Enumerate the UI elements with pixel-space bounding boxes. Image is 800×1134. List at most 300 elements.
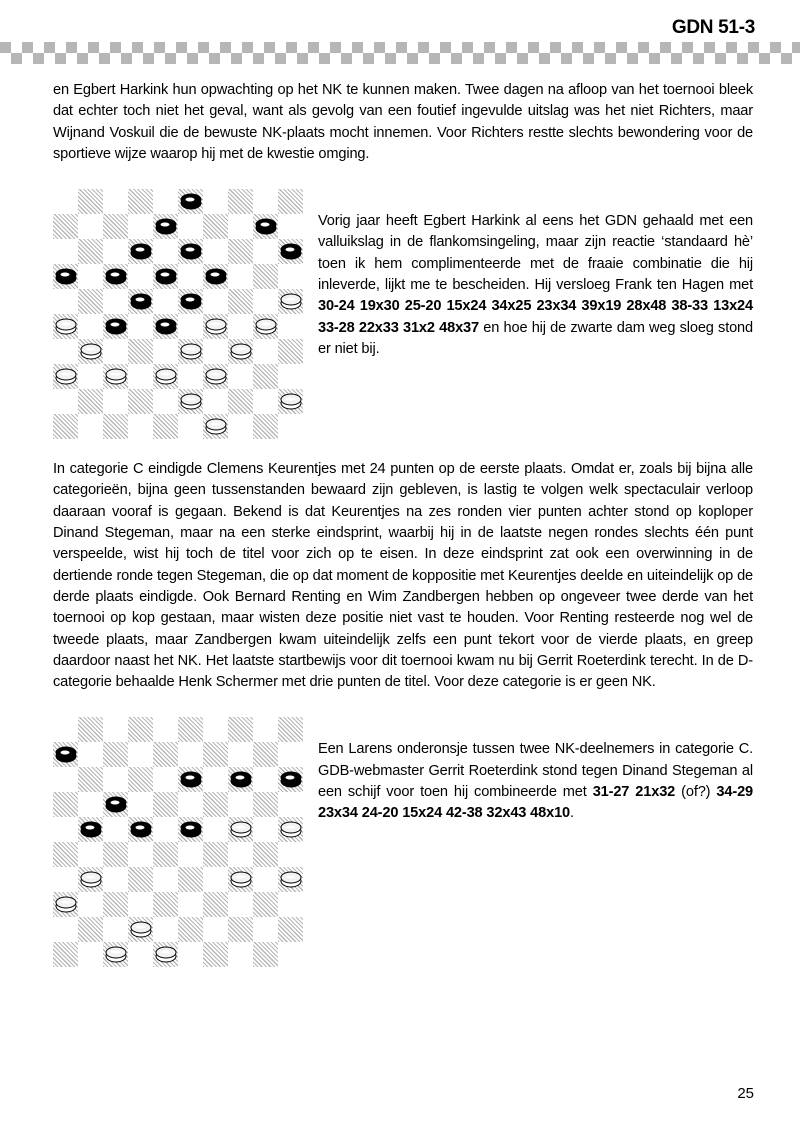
board-square-r2c4[interactable] — [128, 742, 153, 767]
board-square-r6c9[interactable] — [253, 314, 278, 339]
white-piece[interactable] — [280, 821, 301, 838]
caption2-moves1: 31-27 21x32 — [592, 784, 676, 801]
board-square-r2c2[interactable] — [78, 742, 103, 767]
board-square-r10c3[interactable] — [103, 414, 128, 439]
black-piece[interactable] — [180, 243, 201, 260]
page-header — [0, 0, 800, 60]
board-square-r7c3[interactable] — [103, 339, 128, 364]
board-square-r3c7[interactable] — [203, 239, 228, 264]
board-square-r1c8[interactable] — [228, 189, 253, 214]
board-square-r6c10[interactable] — [278, 314, 303, 339]
black-piece[interactable] — [230, 771, 251, 788]
board-square-r6c7[interactable] — [203, 314, 228, 339]
board-square-r7c1[interactable] — [53, 339, 78, 364]
board-square-r1c7[interactable] — [203, 189, 228, 214]
black-piece[interactable] — [130, 243, 151, 260]
spacer — [53, 165, 753, 189]
board-square-r9c7[interactable] — [203, 917, 228, 942]
board-square-r8c7[interactable] — [203, 364, 228, 389]
board-square-r5c10[interactable] — [278, 289, 303, 314]
board-square-r4c6[interactable] — [178, 792, 203, 817]
board-square-r10c7[interactable] — [203, 942, 228, 967]
black-piece[interactable] — [255, 218, 276, 235]
board-square-r3c3[interactable] — [103, 767, 128, 792]
figure-block-1 — [53, 189, 753, 439]
board-square-r8c10[interactable] — [278, 892, 303, 917]
piece-top — [280, 243, 301, 255]
board-square-r5c9[interactable] — [253, 289, 278, 314]
board-square-r9c6[interactable] — [178, 389, 203, 414]
board-square-r10c10[interactable] — [278, 942, 303, 967]
white-piece[interactable] — [180, 343, 201, 360]
board-square-r8c10[interactable] — [278, 364, 303, 389]
board-square-r3c6[interactable] — [178, 239, 203, 264]
spacer — [53, 693, 753, 717]
board-square-r8c9[interactable] — [253, 892, 278, 917]
board-square-r8c6[interactable] — [178, 892, 203, 917]
board-square-r5c3[interactable] — [103, 289, 128, 314]
board-square-r10c5[interactable] — [153, 414, 178, 439]
white-piece[interactable] — [155, 946, 176, 963]
board-square-r6c1[interactable] — [53, 842, 78, 867]
board-square-r3c4[interactable] — [128, 239, 153, 264]
piece-top — [230, 821, 251, 833]
board-square-r4c9[interactable] — [253, 792, 278, 817]
board-square-r9c1[interactable] — [53, 917, 78, 942]
white-piece[interactable] — [55, 318, 76, 335]
board-square-r9c8[interactable] — [228, 389, 253, 414]
board-square-r9c5[interactable] — [153, 389, 178, 414]
board-square-r4c5[interactable] — [153, 792, 178, 817]
board-square-r9c1[interactable] — [53, 389, 78, 414]
board-square-r2c2[interactable] — [78, 214, 103, 239]
board-square-r8c2[interactable] — [78, 892, 103, 917]
board-square-r3c1[interactable] — [53, 767, 78, 792]
black-piece[interactable] — [105, 318, 126, 335]
board-square-r5c7[interactable] — [203, 289, 228, 314]
board-square-r2c1[interactable] — [53, 742, 78, 767]
white-piece[interactable] — [130, 921, 151, 938]
board-square-r6c2[interactable] — [78, 314, 103, 339]
board-square-r2c8[interactable] — [228, 214, 253, 239]
board-square-r9c4[interactable] — [128, 389, 153, 414]
black-piece[interactable] — [180, 193, 201, 210]
board-square-r7c6[interactable] — [178, 867, 203, 892]
board-square-r1c6[interactable] — [178, 717, 203, 742]
board-square-r10c6[interactable] — [178, 942, 203, 967]
board-square-r4c1[interactable] — [53, 792, 78, 817]
board-square-r9c9[interactable] — [253, 389, 278, 414]
board-square-r7c9[interactable] — [253, 867, 278, 892]
board-square-r2c7[interactable] — [203, 214, 228, 239]
board-square-r8c3[interactable] — [103, 892, 128, 917]
board-square-r3c10[interactable] — [278, 767, 303, 792]
white-piece[interactable] — [80, 343, 101, 360]
board-square-r2c6[interactable] — [178, 742, 203, 767]
board-square-r5c4[interactable] — [128, 817, 153, 842]
black-piece[interactable] — [130, 293, 151, 310]
board-square-r8c2[interactable] — [78, 364, 103, 389]
caption1-part2: en hoe hij de zwarte dam weg sloeg stond er niet bij. — [318, 319, 753, 357]
board-square-r2c9[interactable] — [253, 214, 278, 239]
board-square-r5c1[interactable] — [53, 289, 78, 314]
spacer — [53, 439, 753, 459]
piece-top — [280, 821, 301, 833]
board-square-r3c6[interactable] — [178, 767, 203, 792]
white-piece[interactable] — [205, 318, 226, 335]
board-square-r2c1[interactable] — [53, 214, 78, 239]
board-square-r7c10[interactable] — [278, 339, 303, 364]
piece-top — [155, 218, 176, 230]
board-square-r6c8[interactable] — [228, 842, 253, 867]
black-piece[interactable] — [105, 268, 126, 285]
board-square-r8c5[interactable] — [153, 892, 178, 917]
black-piece[interactable] — [280, 243, 301, 260]
piece-top — [80, 871, 101, 883]
board-square-r2c8[interactable] — [228, 742, 253, 767]
white-piece[interactable] — [205, 368, 226, 385]
board-square-r9c9[interactable] — [253, 917, 278, 942]
piece-top — [130, 243, 151, 255]
board-square-r10c1[interactable] — [53, 414, 78, 439]
black-piece[interactable] — [180, 771, 201, 788]
board-square-r1c4[interactable] — [128, 189, 153, 214]
board-square-r4c10[interactable] — [278, 264, 303, 289]
board-square-r3c5[interactable] — [153, 767, 178, 792]
board-square-r4c8[interactable] — [228, 264, 253, 289]
board-square-r9c3[interactable] — [103, 917, 128, 942]
board-square-r9c7[interactable] — [203, 389, 228, 414]
piece-top — [180, 293, 201, 305]
board-square-r10c1[interactable] — [53, 942, 78, 967]
board-wrap-2 — [53, 717, 303, 967]
board-square-r3c4[interactable] — [128, 767, 153, 792]
board-square-r9c10[interactable] — [278, 389, 303, 414]
board-square-r2c4[interactable] — [128, 214, 153, 239]
board-square-r10c7[interactable] — [203, 414, 228, 439]
white-piece[interactable] — [180, 393, 201, 410]
board-square-r5c7[interactable] — [203, 817, 228, 842]
piece-top — [130, 293, 151, 305]
board-wrap-1 — [53, 189, 303, 439]
black-piece[interactable] — [55, 268, 76, 285]
piece-top — [180, 343, 201, 355]
board-square-r8c8[interactable] — [228, 364, 253, 389]
board-square-r4c1[interactable] — [53, 264, 78, 289]
board-square-r1c2[interactable] — [78, 189, 103, 214]
board-square-r6c5[interactable] — [153, 314, 178, 339]
board-square-r1c5[interactable] — [153, 717, 178, 742]
board-square-r2c5[interactable] — [153, 214, 178, 239]
board-square-r8c4[interactable] — [128, 892, 153, 917]
board-square-r2c7[interactable] — [203, 742, 228, 767]
board-square-r2c3[interactable] — [103, 214, 128, 239]
white-piece[interactable] — [280, 393, 301, 410]
board-square-r7c9[interactable] — [253, 339, 278, 364]
white-piece[interactable] — [280, 293, 301, 310]
board-square-r8c8[interactable] — [228, 892, 253, 917]
piece-top — [155, 946, 176, 958]
board-square-r7c3[interactable] — [103, 867, 128, 892]
board-square-r7c5[interactable] — [153, 867, 178, 892]
piece-top — [130, 921, 151, 933]
white-piece[interactable] — [230, 343, 251, 360]
piece-top — [230, 771, 251, 783]
piece-top — [230, 871, 251, 883]
piece-top — [55, 896, 76, 908]
board-square-r9c8[interactable] — [228, 917, 253, 942]
board-square-r3c10[interactable] — [278, 239, 303, 264]
black-piece[interactable] — [80, 821, 101, 838]
board-square-r3c7[interactable] — [203, 767, 228, 792]
board-square-r7c4[interactable] — [128, 339, 153, 364]
board-square-r2c10[interactable] — [278, 742, 303, 767]
board-square-r2c6[interactable] — [178, 214, 203, 239]
board-square-r8c1[interactable] — [53, 892, 78, 917]
board-square-r4c8[interactable] — [228, 792, 253, 817]
white-piece[interactable] — [105, 946, 126, 963]
board-square-r6c1[interactable] — [53, 314, 78, 339]
black-piece[interactable] — [205, 268, 226, 285]
board-square-r9c2[interactable] — [78, 917, 103, 942]
board-square-r5c1[interactable] — [53, 817, 78, 842]
piece-top — [205, 268, 226, 280]
black-piece[interactable] — [155, 218, 176, 235]
piece-top — [105, 318, 126, 330]
page-number: 25 — [737, 1085, 754, 1102]
board-square-r6c6[interactable] — [178, 842, 203, 867]
piece-top — [130, 821, 151, 833]
board-square-r8c1[interactable] — [53, 364, 78, 389]
caption2-part2: . — [570, 805, 574, 822]
board-square-r4c3[interactable] — [103, 792, 128, 817]
white-piece[interactable] — [230, 871, 251, 888]
board-square-r10c8[interactable] — [228, 414, 253, 439]
black-piece[interactable] — [280, 771, 301, 788]
board-square-r9c6[interactable] — [178, 917, 203, 942]
black-piece[interactable] — [105, 796, 126, 813]
board-square-r8c6[interactable] — [178, 364, 203, 389]
black-piece[interactable] — [180, 821, 201, 838]
board-square-r2c10[interactable] — [278, 214, 303, 239]
caption2-part1: Een Larens onderonsje tussen twee NK-deelnemers in categorie C. GDB-webmaster Gerrit Roeterdink stond tegen Dinand Stegeman al een schijf voor toen hij combineerde met — [318, 741, 753, 801]
board-square-r1c8[interactable] — [228, 717, 253, 742]
caption2-moves2: 34-29 23x34 24-20 15x24 42-38 32x43 48x10 — [318, 784, 753, 822]
board-square-r6c7[interactable] — [203, 842, 228, 867]
board-square-r10c5[interactable] — [153, 942, 178, 967]
board-square-r10c9[interactable] — [253, 942, 278, 967]
white-piece[interactable] — [280, 871, 301, 888]
draughts-board-1[interactable] — [53, 189, 303, 439]
board-square-r7c7[interactable] — [203, 867, 228, 892]
board-square-r6c5[interactable] — [153, 842, 178, 867]
board-square-r9c4[interactable] — [128, 917, 153, 942]
board-square-r1c10[interactable] — [278, 189, 303, 214]
board-square-r10c9[interactable] — [253, 414, 278, 439]
middle-paragraph: In categorie C eindigde Clemens Keurentjes met 24 punten op de eerste plaats. Omdat er, zoals bij bijna alle categorieën, bijna geen tussenstanden bewaard zijn gebleven, is lastig te volgen welk spectaculair verloop daaraan vooraf is gegaan. Bekend is dat Keurentjes na zes ronden vier punten achter stond op koploper Dinand Stegeman, maar na een sterke eindsprint, waarbij hij in de laatste negen rondes slechts één punt verspeelde, wist hij toch de titel voor zich op te eisen. In deze eindsprint zat ook een overwinning in de dertiende ronde tegen Stegeman, die op dat moment de koppositie met Keurentjes deelde en uiteindelijk op de derde plaats eindigde. Ook Bernard Renting en Wim Zandbergen hebben op ongeveer twee derde van het toernooi op kop gestaan, maar wisten deze positie niet vast te houden. Voor Renting resteerde nog wel de tweede plaats, maar Zandbergen kwam uiteindelijk zelfs een punt tekort voor de vierde plaats, en greep daardoor naast het NK. Het laatste startbewijs voor dit toernooi kwam nu bij Gerrit Roeterdink terecht. In de D-categorie behaalde Henk Schermer met drie punten de titel. Voor deze categorie is er geen NK. — [53, 461, 753, 691]
black-piece[interactable] — [55, 746, 76, 763]
board-square-r6c10[interactable] — [278, 842, 303, 867]
board-square-r6c8[interactable] — [228, 314, 253, 339]
board-square-r5c2[interactable] — [78, 817, 103, 842]
white-piece[interactable] — [55, 896, 76, 913]
board-square-r7c10[interactable] — [278, 867, 303, 892]
white-piece[interactable] — [255, 318, 276, 335]
board-square-r3c8[interactable] — [228, 767, 253, 792]
board-square-r1c5[interactable] — [153, 189, 178, 214]
figure-caption-1-text — [318, 211, 753, 360]
white-piece[interactable] — [205, 418, 226, 435]
board-square-r4c7[interactable] — [203, 792, 228, 817]
board-square-r7c2[interactable] — [78, 339, 103, 364]
board-square-r1c9[interactable] — [253, 189, 278, 214]
piece-top — [180, 771, 201, 783]
board-square-r4c2[interactable] — [78, 264, 103, 289]
board-square-r5c2[interactable] — [78, 289, 103, 314]
board-square-r5c5[interactable] — [153, 289, 178, 314]
board-square-r3c5[interactable] — [153, 239, 178, 264]
piece-top — [280, 771, 301, 783]
board-square-r8c7[interactable] — [203, 892, 228, 917]
board-square-r7c8[interactable] — [228, 867, 253, 892]
piece-top — [105, 946, 126, 958]
board-square-r9c10[interactable] — [278, 917, 303, 942]
board-square-r3c2[interactable] — [78, 239, 103, 264]
white-piece[interactable] — [155, 368, 176, 385]
board-square-r2c5[interactable] — [153, 742, 178, 767]
board-square-r10c3[interactable] — [103, 942, 128, 967]
board-square-r8c4[interactable] — [128, 364, 153, 389]
black-piece[interactable] — [130, 821, 151, 838]
board-square-r10c4[interactable] — [128, 414, 153, 439]
board-square-r4c4[interactable] — [128, 792, 153, 817]
board-square-r7c6[interactable] — [178, 339, 203, 364]
board-square-r5c10[interactable] — [278, 817, 303, 842]
board-square-r4c7[interactable] — [203, 264, 228, 289]
board-square-r1c2[interactable] — [78, 717, 103, 742]
board-square-r6c9[interactable] — [253, 842, 278, 867]
piece-top — [205, 318, 226, 330]
piece-top — [255, 218, 276, 230]
board-square-r4c6[interactable] — [178, 264, 203, 289]
board-square-r2c9[interactable] — [253, 742, 278, 767]
board-square-r9c2[interactable] — [78, 389, 103, 414]
caption2-mid: (of?) — [675, 784, 717, 801]
board-square-r5c6[interactable] — [178, 817, 203, 842]
figure-caption-1 — [303, 189, 753, 360]
board-square-r7c8[interactable] — [228, 339, 253, 364]
piece-top — [255, 318, 276, 330]
board-square-r1c10[interactable] — [278, 717, 303, 742]
white-piece[interactable] — [105, 368, 126, 385]
white-piece[interactable] — [80, 871, 101, 888]
draughts-board-2[interactable] — [53, 717, 303, 967]
black-piece[interactable] — [155, 268, 176, 285]
white-piece[interactable] — [230, 821, 251, 838]
board-square-r4c10[interactable] — [278, 792, 303, 817]
piece-top — [80, 821, 101, 833]
board-square-r1c4[interactable] — [128, 717, 153, 742]
board-square-r1c1[interactable] — [53, 717, 78, 742]
board-square-r9c5[interactable] — [153, 917, 178, 942]
board-square-r8c5[interactable] — [153, 364, 178, 389]
board-square-r8c3[interactable] — [103, 364, 128, 389]
board-square-r6c3[interactable] — [103, 842, 128, 867]
board-square-r10c4[interactable] — [128, 942, 153, 967]
board-square-r10c10[interactable] — [278, 414, 303, 439]
board-square-r7c7[interactable] — [203, 339, 228, 364]
board-square-r5c6[interactable] — [178, 289, 203, 314]
board-square-r1c3[interactable] — [103, 717, 128, 742]
board-square-r10c6[interactable] — [178, 414, 203, 439]
board-square-r6c2[interactable] — [78, 842, 103, 867]
board-square-r4c5[interactable] — [153, 264, 178, 289]
board-square-r2c3[interactable] — [103, 742, 128, 767]
board-square-r5c5[interactable] — [153, 817, 178, 842]
board-square-r3c9[interactable] — [253, 767, 278, 792]
board-square-r8c9[interactable] — [253, 364, 278, 389]
board-square-r10c2[interactable] — [78, 414, 103, 439]
board-square-r5c9[interactable] — [253, 817, 278, 842]
piece-top — [80, 343, 101, 355]
board-square-r4c4[interactable] — [128, 264, 153, 289]
board-square-r3c1[interactable] — [53, 239, 78, 264]
board-square-r6c3[interactable] — [103, 314, 128, 339]
board-square-r1c7[interactable] — [203, 717, 228, 742]
figure-caption-2 — [303, 717, 753, 824]
board-square-r10c2[interactable] — [78, 942, 103, 967]
board-square-r1c9[interactable] — [253, 717, 278, 742]
board-square-r3c3[interactable] — [103, 239, 128, 264]
board-square-r4c3[interactable] — [103, 264, 128, 289]
piece-top — [105, 268, 126, 280]
piece-top — [155, 368, 176, 380]
board-square-r7c5[interactable] — [153, 339, 178, 364]
white-piece[interactable] — [55, 368, 76, 385]
board-square-r5c4[interactable] — [128, 289, 153, 314]
board-square-r6c4[interactable] — [128, 314, 153, 339]
board-square-r6c4[interactable] — [128, 842, 153, 867]
black-piece[interactable] — [180, 293, 201, 310]
piece-top — [180, 821, 201, 833]
board-square-r9c3[interactable] — [103, 389, 128, 414]
figure-block-2 — [53, 717, 753, 967]
board-square-r3c2[interactable] — [78, 767, 103, 792]
board-square-r1c1[interactable] — [53, 189, 78, 214]
board-square-r6c6[interactable] — [178, 314, 203, 339]
board-square-r1c6[interactable] — [178, 189, 203, 214]
board-square-r5c3[interactable] — [103, 817, 128, 842]
piece-top — [55, 746, 76, 758]
piece-top — [230, 343, 251, 355]
piece-top — [55, 368, 76, 380]
board-square-r5c8[interactable] — [228, 817, 253, 842]
board-square-r7c2[interactable] — [78, 867, 103, 892]
board-square-r10c8[interactable] — [228, 942, 253, 967]
black-piece[interactable] — [155, 318, 176, 335]
board-square-r5c8[interactable] — [228, 289, 253, 314]
board-square-r3c8[interactable] — [228, 239, 253, 264]
board-square-r7c1[interactable] — [53, 867, 78, 892]
board-square-r3c9[interactable] — [253, 239, 278, 264]
board-square-r7c4[interactable] — [128, 867, 153, 892]
page-title: GDN 51-3 — [671, 17, 755, 38]
board-square-r4c9[interactable] — [253, 264, 278, 289]
piece-top — [180, 243, 201, 255]
board-square-r4c2[interactable] — [78, 792, 103, 817]
piece-top — [55, 318, 76, 330]
board-square-r1c3[interactable] — [103, 189, 128, 214]
